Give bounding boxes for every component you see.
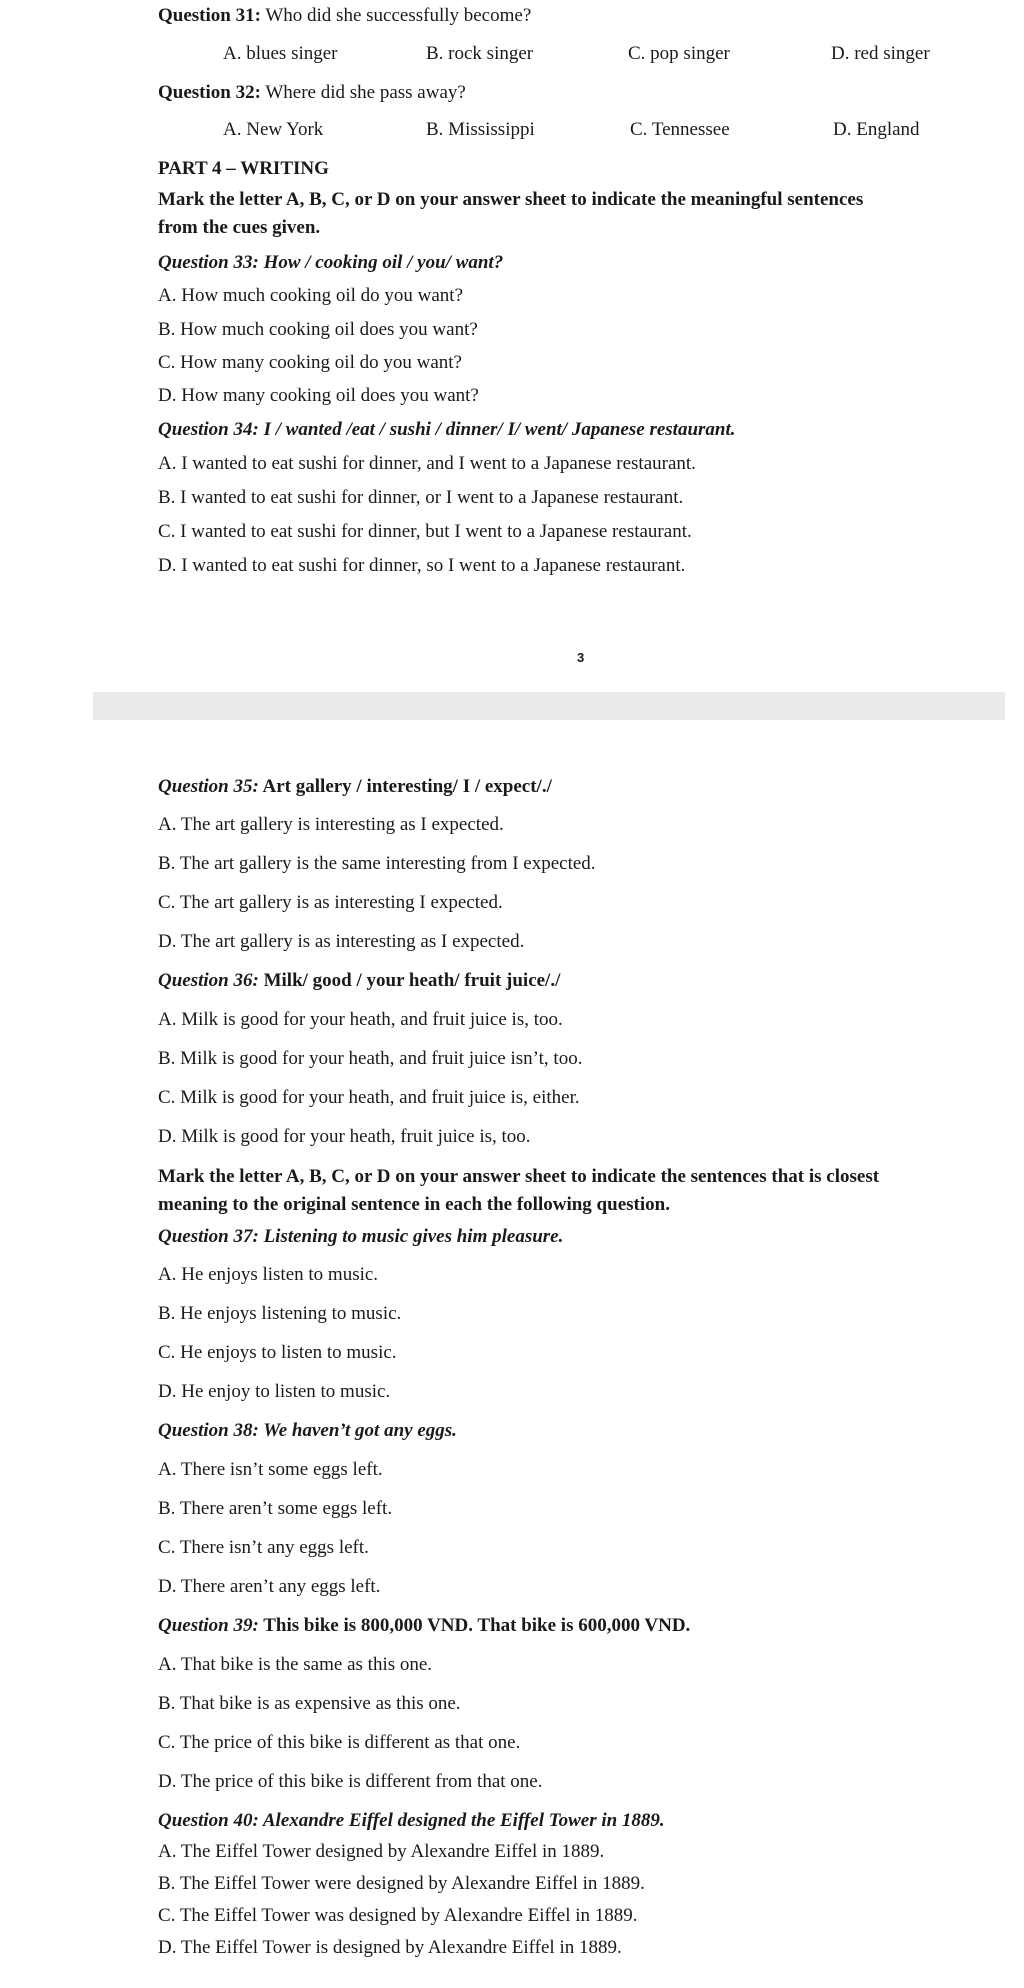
q33-option-b: B. How much cooking oil does you want? xyxy=(158,319,478,340)
question-31-label: Question 31: xyxy=(158,5,261,26)
q38-option-a: A. There isn’t some eggs left. xyxy=(158,1459,383,1480)
document-page-3 xyxy=(93,0,1005,692)
part-4-heading: PART 4 – WRITING xyxy=(158,158,329,179)
question-40-prompt: Question 40: Alexandre Eiffel designed the Eiffel Tower in 1889. xyxy=(158,1810,665,1831)
q31-option-a: A. blues singer xyxy=(223,43,338,64)
question-36-label: Question 36: xyxy=(158,970,259,991)
question-37-prompt: Question 37: Listening to music gives him pleasure. xyxy=(158,1226,564,1247)
closest-meaning-instruction-line-2: meaning to the original sentence in each the following question. xyxy=(158,1194,670,1215)
q40-option-d: D. The Eiffel Tower is designed by Alexandre Eiffel in 1889. xyxy=(158,1937,622,1958)
question-38-prompt: Question 38: We haven’t got any eggs. xyxy=(158,1420,457,1441)
question-32-text: Where did she pass away? xyxy=(260,82,466,103)
q37-option-c: C. He enjoys to listen to music. xyxy=(158,1342,397,1363)
document-page-4 xyxy=(93,720,1005,1988)
q33-option-d: D. How many cooking oil does you want? xyxy=(158,385,479,406)
q37-option-d: D. He enjoy to listen to music. xyxy=(158,1381,391,1402)
q36-option-a: A. Milk is good for your heath, and fruit juice is, too. xyxy=(158,1009,563,1030)
q35-option-b: B. The art gallery is the same interesting from I expected. xyxy=(158,853,596,874)
q32-option-b: B. Mississippi xyxy=(426,119,535,140)
q34-option-a: A. I wanted to eat sushi for dinner, and I went to a Japanese restaurant. xyxy=(158,453,696,474)
question-31 xyxy=(158,4,531,28)
q31-option-d: D. red singer xyxy=(831,43,930,64)
q31-option-c: C. pop singer xyxy=(628,43,730,64)
question-32-label: Question 32: xyxy=(158,82,261,103)
q31-option-b: B. rock singer xyxy=(426,43,534,64)
question-31-text: Who did she successfully become? xyxy=(260,5,532,26)
page-number: 3 xyxy=(577,650,585,665)
q39-option-b: B. That bike is as expensive as this one. xyxy=(158,1693,461,1714)
q34-option-b: B. I wanted to eat sushi for dinner, or I went to a Japanese restaurant. xyxy=(158,487,684,508)
q32-option-d: D. England xyxy=(833,119,920,140)
q33-option-a: A. How much cooking oil do you want? xyxy=(158,285,464,306)
q38-option-d: D. There aren’t any eggs left. xyxy=(158,1576,381,1597)
question-35-label: Question 35: xyxy=(158,776,259,797)
q35-option-a: A. The art gallery is interesting as I expected. xyxy=(158,814,504,835)
q40-option-c: C. The Eiffel Tower was designed by Alexandre Eiffel in 1889. xyxy=(158,1905,638,1926)
q33-option-c: C. How many cooking oil do you want? xyxy=(158,352,462,373)
q36-option-c: C. Milk is good for your heath, and fruit juice is, either. xyxy=(158,1087,580,1108)
question-35-text: Art gallery / interesting/ I / expect/./ xyxy=(258,776,552,797)
closest-meaning-instruction-line-1: Mark the letter A, B, C, or D on your answer sheet to indicate the sentences that is closest xyxy=(158,1166,880,1187)
q40-option-a: A. The Eiffel Tower designed by Alexandre Eiffel in 1889. xyxy=(158,1841,605,1862)
part-4-instruction-line-1: Mark the letter A, B, C, or D on your answer sheet to indicate the meaningful sentences xyxy=(158,189,864,210)
question-34-prompt: Question 34: I / wanted /eat / sushi / dinner/ I/ went/ Japanese restaurant. xyxy=(158,419,736,440)
q39-option-d: D. The price of this bike is different from that one. xyxy=(158,1771,543,1792)
question-32 xyxy=(158,81,466,105)
q38-option-b: B. There aren’t some eggs left. xyxy=(158,1498,393,1519)
question-33-prompt: Question 33: How / cooking oil / you/ want? xyxy=(158,252,504,273)
q37-option-a: A. He enjoys listen to music. xyxy=(158,1264,379,1285)
q36-option-d: D. Milk is good for your heath, fruit juice is, too. xyxy=(158,1126,531,1147)
q32-option-c: C. Tennessee xyxy=(630,119,730,140)
q39-option-c: C. The price of this bike is different as that one. xyxy=(158,1732,521,1753)
q39-option-a: A. That bike is the same as this one. xyxy=(158,1654,433,1675)
question-36-text: Milk/ good / your heath/ fruit juice/./ xyxy=(258,970,561,991)
question-36 xyxy=(158,969,560,993)
q34-option-d: D. I wanted to eat sushi for dinner, so I went to a Japanese restaurant. xyxy=(158,555,686,576)
part-4-instruction-line-2: from the cues given. xyxy=(158,217,321,238)
page-break xyxy=(93,692,1005,720)
question-39 xyxy=(158,1614,690,1638)
question-39-label: Question 39: xyxy=(158,1615,259,1636)
q34-option-c: C. I wanted to eat sushi for dinner, but I went to a Japanese restaurant. xyxy=(158,521,692,542)
q35-option-d: D. The art gallery is as interesting as I expected. xyxy=(158,931,525,952)
q38-option-c: C. There isn’t any eggs left. xyxy=(158,1537,369,1558)
q40-option-b: B. The Eiffel Tower were designed by Alexandre Eiffel in 1889. xyxy=(158,1873,645,1894)
left-margin xyxy=(0,0,93,1988)
q32-option-a: A. New York xyxy=(223,119,324,140)
q36-option-b: B. Milk is good for your heath, and fruit juice isn’t, too. xyxy=(158,1048,583,1069)
q35-option-c: C. The art gallery is as interesting I expected. xyxy=(158,892,503,913)
question-35 xyxy=(158,775,552,799)
question-39-text: This bike is 800,000 VND. That bike is 600,000 VND. xyxy=(258,1615,691,1636)
q37-option-b: B. He enjoys listening to music. xyxy=(158,1303,402,1324)
